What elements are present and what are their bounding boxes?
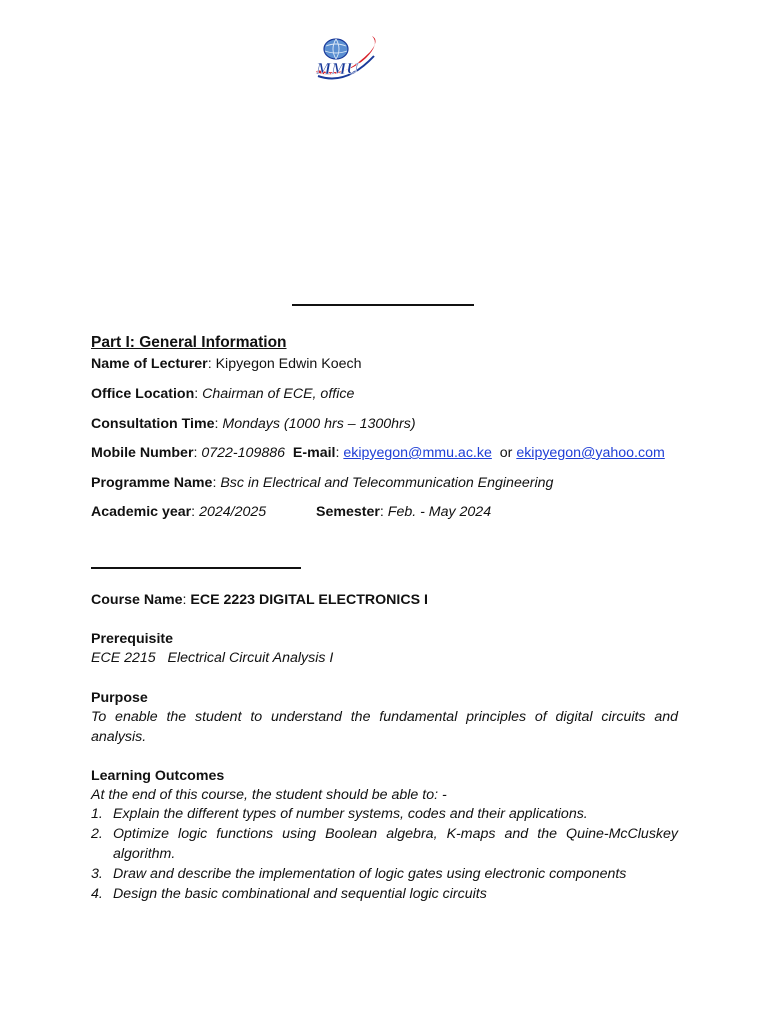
prerequisite-name: Electrical Circuit Analysis I bbox=[167, 650, 334, 666]
list-text: Optimize logic functions using Boolean algebra, K-maps and the Quine-McCluskey algorithm. bbox=[113, 826, 678, 862]
office-row bbox=[91, 385, 354, 403]
consultation-row bbox=[91, 415, 416, 433]
top-divider bbox=[292, 304, 474, 306]
lecturer-label: Name of Lecturer bbox=[91, 356, 208, 372]
list-text: Draw and describe the implementation of logic gates using electronic components bbox=[113, 866, 627, 882]
colon: : bbox=[335, 445, 344, 461]
mmu-logo-graphic bbox=[310, 32, 382, 88]
logo-text: MMU bbox=[316, 59, 359, 78]
colon: : bbox=[379, 504, 388, 520]
prerequisite-code: ECE 2215 bbox=[91, 650, 156, 666]
consultation-value: Mondays (1000 hrs – 1300hrs) bbox=[222, 416, 416, 432]
list-item bbox=[91, 824, 678, 864]
academic-year-label: Academic year bbox=[91, 504, 192, 520]
list-number: 3. bbox=[91, 866, 103, 882]
colon: : bbox=[193, 445, 202, 461]
email-link-secondary[interactable]: ekipyegon@yahoo.com bbox=[516, 445, 665, 461]
colon: : bbox=[207, 356, 216, 372]
colon: : bbox=[212, 475, 221, 491]
purpose-text: To enable the student to understand the fundamental principles of digital circuits and analysis. bbox=[91, 709, 678, 745]
programme-value: Bsc in Electrical and Telecommunication Engineering bbox=[220, 475, 554, 491]
course-label: Course Name bbox=[91, 592, 183, 608]
lecturer-row bbox=[91, 355, 362, 373]
academic-year-row bbox=[91, 503, 266, 521]
list-text: Explain the different types of number systems, codes and their applications. bbox=[113, 806, 588, 822]
consultation-label: Consultation Time bbox=[91, 416, 215, 432]
list-text: Design the basic combinational and sequential logic circuits bbox=[113, 886, 487, 902]
contact-row bbox=[91, 444, 665, 462]
middle-divider bbox=[91, 567, 301, 569]
list-number: 4. bbox=[91, 886, 103, 902]
programme-label: Programme Name bbox=[91, 475, 213, 491]
colon: : bbox=[194, 386, 203, 402]
office-value: Chairman of ECE, office bbox=[202, 386, 355, 402]
colon: : bbox=[214, 416, 223, 432]
semester-row bbox=[316, 503, 491, 521]
colon: : bbox=[191, 504, 200, 520]
learning-outcomes-list bbox=[91, 804, 678, 904]
learning-outcomes-intro: At the end of this course, the student should be able to: - bbox=[91, 787, 447, 803]
course-value: ECE 2223 DIGITAL ELECTRONICS I bbox=[190, 592, 428, 608]
prerequisite-heading: Prerequisite bbox=[91, 631, 174, 647]
course-name-row bbox=[91, 591, 428, 609]
academic-year-value: 2024/2025 bbox=[199, 504, 267, 520]
programme-row bbox=[91, 474, 553, 492]
mobile-value: 0722-109886 bbox=[201, 445, 286, 461]
learning-outcomes-heading: Learning Outcomes bbox=[91, 768, 225, 784]
semester-value: Feb. - May 2024 bbox=[387, 504, 492, 520]
list-number: 1. bbox=[91, 806, 103, 822]
lecturer-value: Kipyegon Edwin Koech bbox=[215, 356, 362, 372]
office-label: Office Location bbox=[91, 386, 195, 402]
prerequisite-row bbox=[91, 649, 333, 667]
email-label: E-mail bbox=[292, 445, 336, 461]
section-title: Part I: General Information bbox=[91, 334, 287, 351]
list-item bbox=[91, 884, 678, 904]
mobile-label: Mobile Number bbox=[91, 445, 194, 461]
colon: : bbox=[182, 592, 191, 608]
semester-label: Semester bbox=[316, 504, 380, 520]
email-link-primary[interactable]: ekipyegon@mmu.ac.ke bbox=[343, 445, 492, 461]
list-number: 2. bbox=[91, 826, 103, 842]
list-item bbox=[91, 864, 678, 884]
email-or: or bbox=[499, 445, 513, 461]
mmu-logo bbox=[310, 32, 382, 88]
list-item bbox=[91, 804, 678, 824]
purpose-heading: Purpose bbox=[91, 690, 148, 706]
